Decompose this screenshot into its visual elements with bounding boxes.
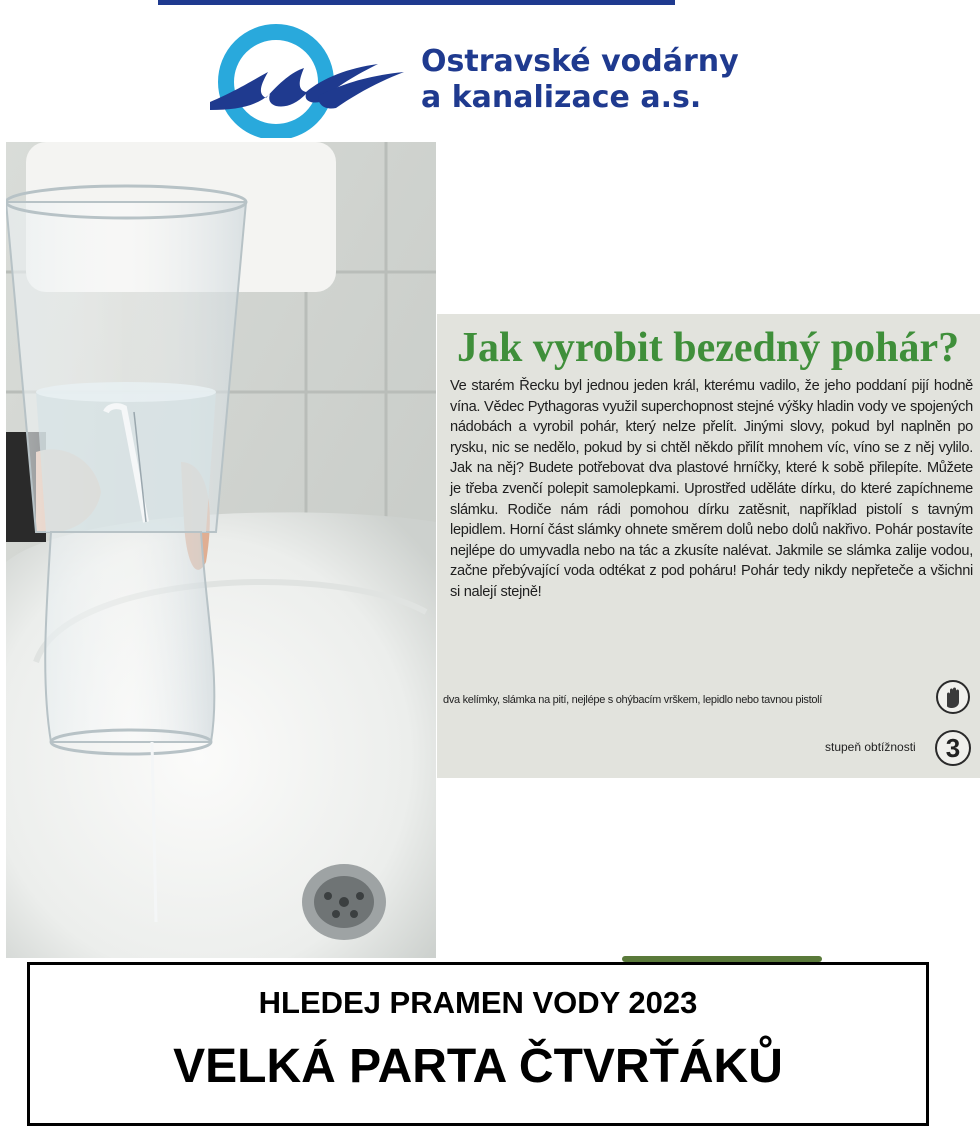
difficulty-badge: 3 bbox=[935, 730, 971, 766]
company-logo bbox=[208, 20, 408, 138]
glove-icon bbox=[936, 680, 970, 714]
banner-subtitle: HLEDEJ PRAMEN VODY 2023 bbox=[258, 985, 698, 1020]
banner-title: VELKÁ PARTA ČTVRŤÁKŮ bbox=[173, 1040, 783, 1093]
title-banner bbox=[27, 962, 929, 1126]
materials-list: dva kelímky, slámka na pití, nejlépe s ohýbacím vrškem, lepidlo nebo tavnou pistolí bbox=[443, 694, 823, 706]
card-title: Jak vyrobit bezedný pohár? bbox=[457, 325, 960, 371]
top-bar-decoration bbox=[158, 0, 675, 5]
instruction-card bbox=[437, 314, 980, 778]
company-name-line1: Ostravské vodárny bbox=[421, 44, 739, 79]
difficulty-label: stupeň obtížnosti bbox=[825, 740, 916, 754]
company-name bbox=[421, 44, 739, 116]
plastic-cups-over-sink-photo bbox=[6, 142, 436, 958]
card-body-text: Ve starém Řecku byl jednou jeden král, kterému vadilo, že jeho poddaní pijí hodně vína. Vědec Pythagoras využil superchopnost stejné výšky hladin vody ve spojených nádobách a vyrobil pohár, který nelze přelít. Jinými slovy, pokud byl naplněn po rysku, nic se nedělo, pokud by si chtěl někdo přilít mnohem víc, víno se z něj vylilo. Jak na něj? Budete potřebovat dva plastové hrníčky, které k sobě přilepíte. Můžete je třeba zvenčí polepit samolepkami. Uprostřed uděláte dírku, do které zapíchneme slámku. Rodiče nám rádi pomohou dírku zatěsnit, například pistolí s tavným lepidlem. Horní část slámky ohnete směrem dolů nebo dolů nakřivo. Pohár postavíte nejlépe do umyvadla nebo na tác a zkusíte nalévat. Jakmile se slámka zalije vodou, začne přebývající voda odtékat z pod poháru! Pohár tedy nikdy nepřeteče a všichni si nalejí stejně! bbox=[450, 378, 973, 600]
company-name-line2: a kanalizace a.s. bbox=[421, 80, 702, 115]
